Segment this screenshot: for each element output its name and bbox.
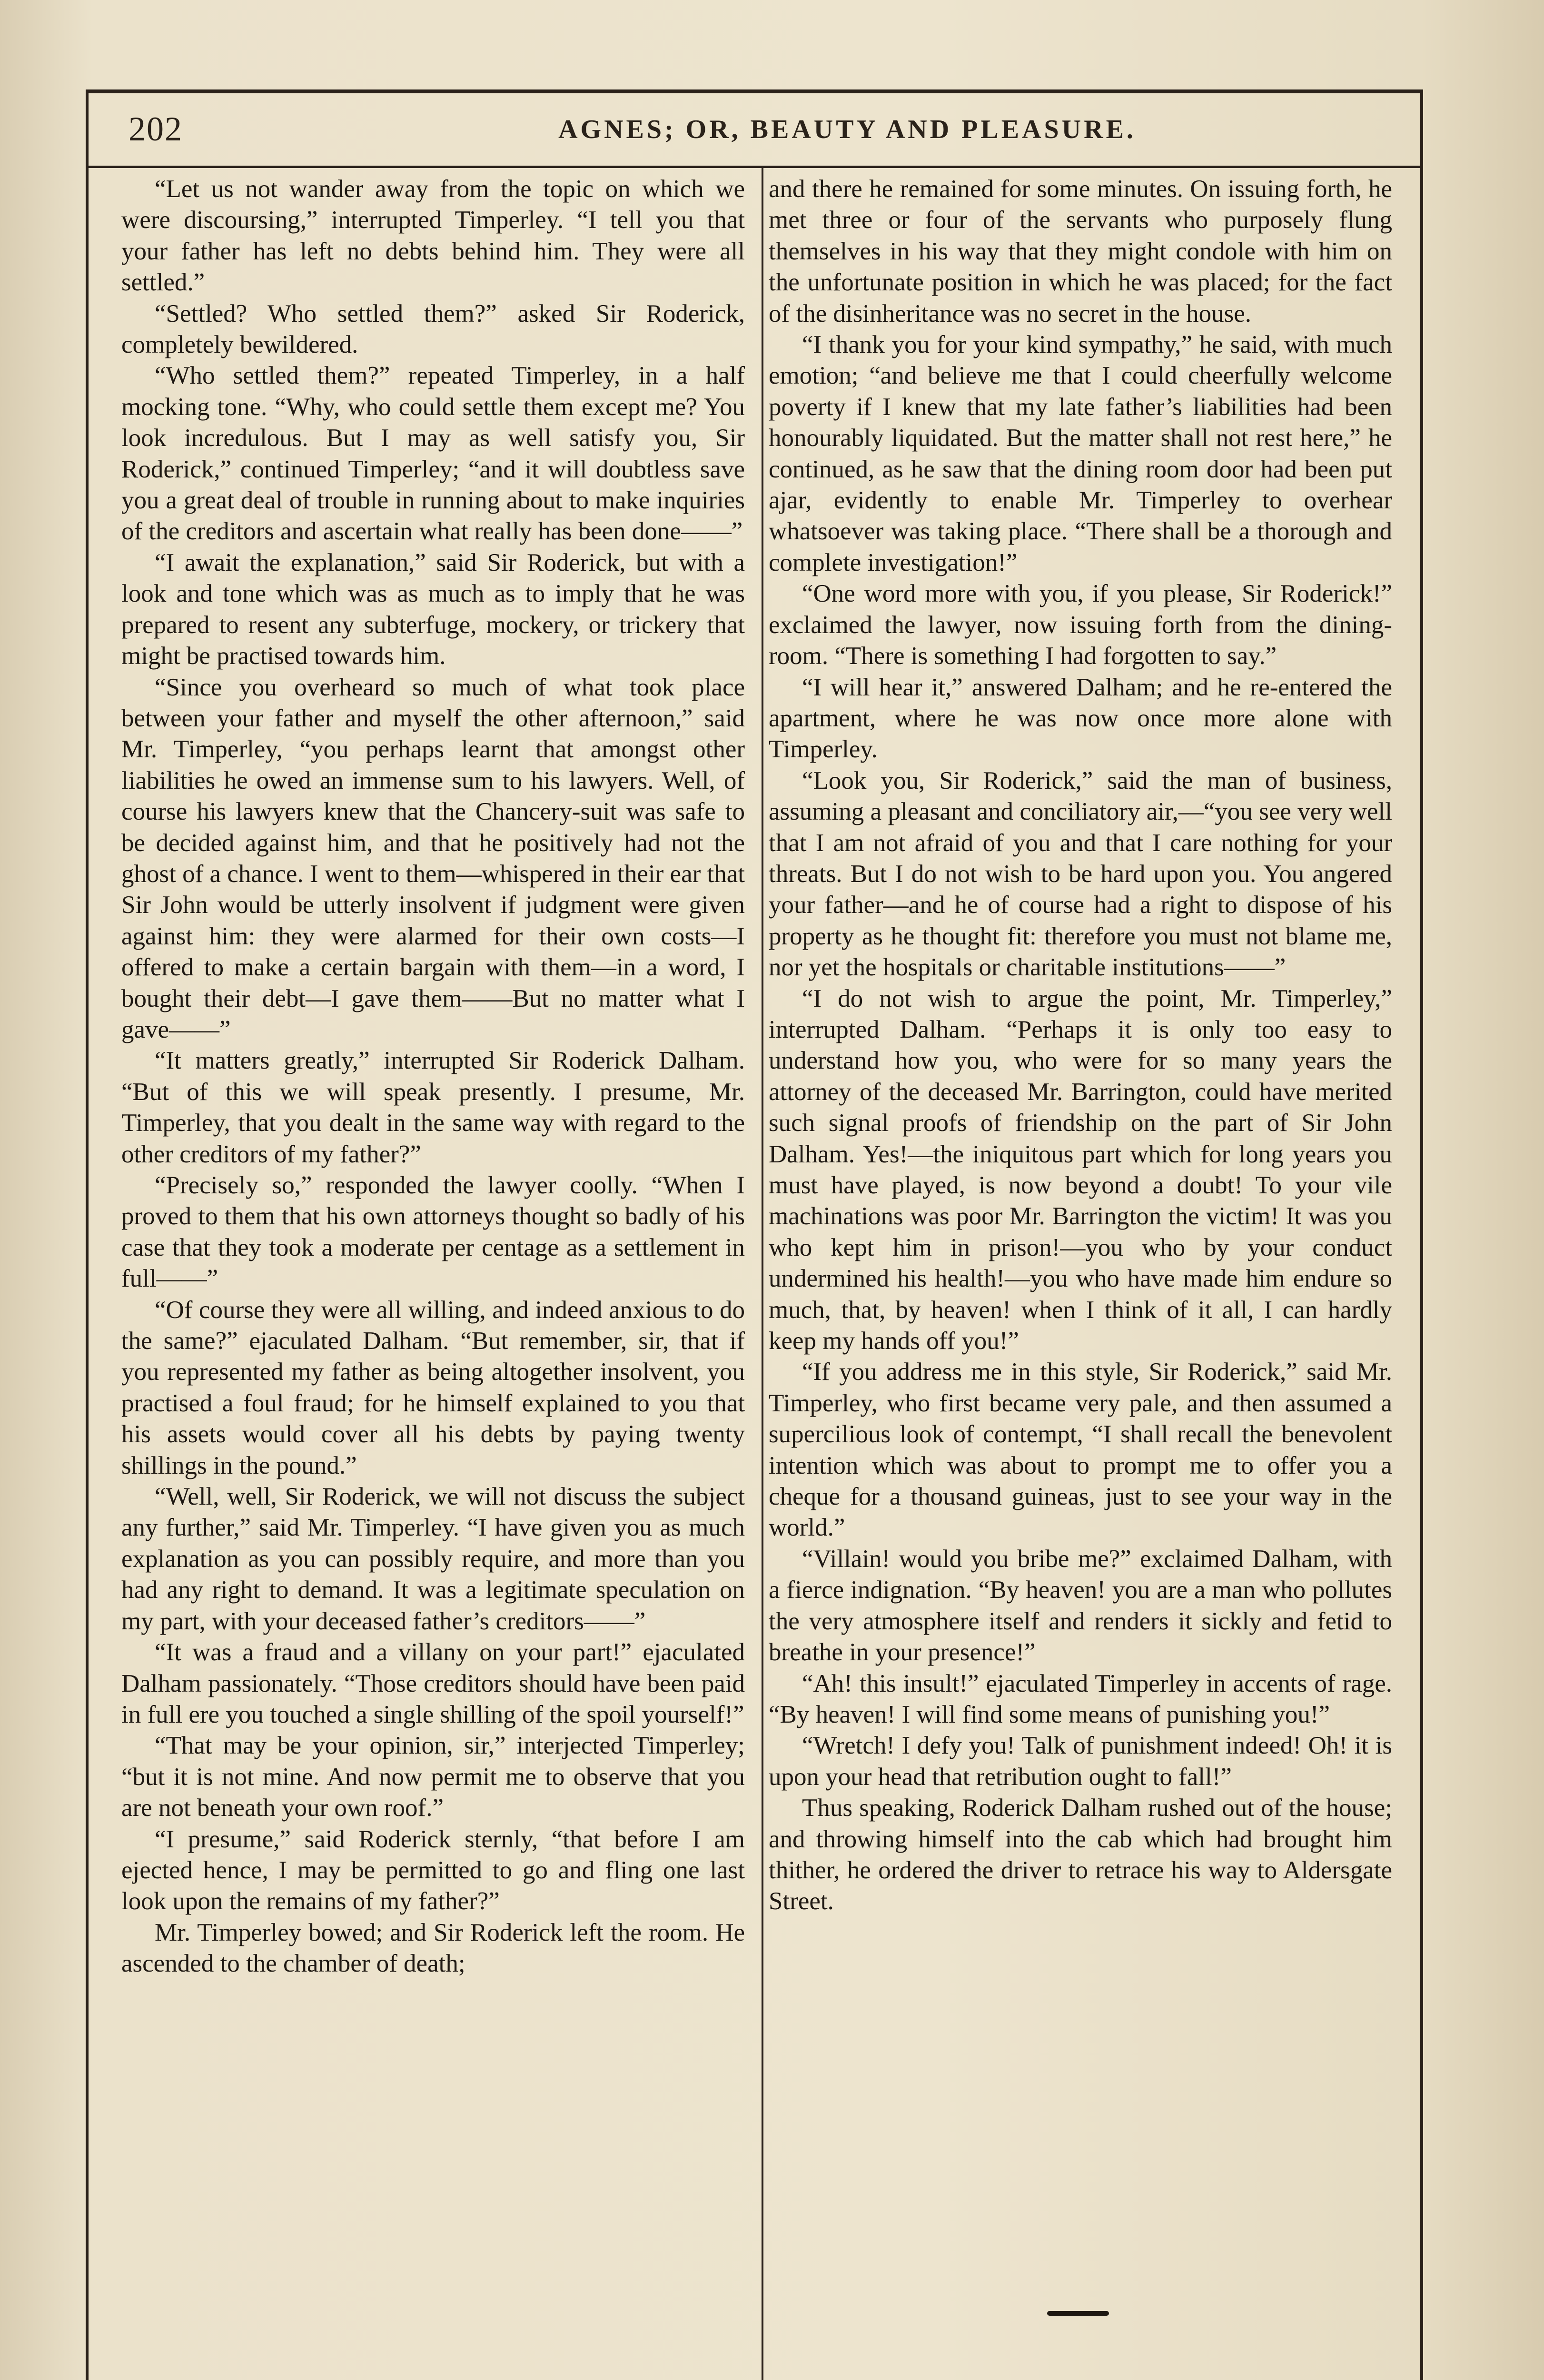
paragraph: “I do not wish to argue the point, Mr. Timperley,” interrupted Dalham. “Perhaps it is only too easy to understand how you, who were for so many years the attorney of the deceased Mr. Barrington, could have merited such signal proofs of friendship on the part of Sir John Dalham. Yes!—the iniquitous part which for long years you must have played, is now beyond a doubt! To your vile machinations was poor Mr. Barrington the victim! It was you who kept him in prison!—you who by your conduct undermined his health!—you who have made him endure so much, that, by heaven! when I think of it all, I can hardly keep my hands off you!” <box>769 984 1392 1355</box>
section-end-rule <box>1047 2311 1109 2316</box>
paragraph: “Who settled them?” repeated Timperley, in a half mocking tone. “Why, who could settle them except me? You look incredulous. But I may as well satisfy you, Sir Roderick,” continued Timperley; “and it will doubtless save you a great deal of trouble in running about to make inquiries of the creditors and ascertain what really has been done——” <box>121 362 745 545</box>
page-number: 202 <box>129 110 183 148</box>
paragraph: Mr. Timperley bowed; and Sir Roderick left the room. He ascended to the chamber of death; <box>121 1918 745 1978</box>
paragraph: “Ah! this insult!” ejaculated Timperley in accents of rage. “By heaven! I will find some means of punishing you!” <box>769 1669 1392 1728</box>
paragraph: “It matters greatly,” interrupted Sir Roderick Dalham. “But of this we will speak presently. I presume, Mr. Timperley, that you dealt in the same way with regard to the other creditors of my father?” <box>121 1047 745 1168</box>
paragraph: “I thank you for your kind sympathy,” he said, with much emotion; “and believe me that I could cheerfully welcome poverty if I knew that my late father’s liabilities had been honourably liquidated. But the matter shall not rest here,” he continued, as he saw that the dining room door had been put ajar, evidently to enable Mr. Timperley to overhear whatsoever was taking place. “There shall be a thorough and complete investigation!” <box>769 331 1392 576</box>
paragraph: Thus speaking, Roderick Dalham rushed out of the house; and throwing himself into the cab which had brought him thither, he ordered the driver to retrace his way to Aldersgate Street. <box>769 1794 1392 1915</box>
paragraph: “If you address me in this style, Sir Roderick,” said Mr. Timperley, who first became very pale, and then assumed a supercilious look of contempt, “I shall recall the benevolent intention which was about to prompt me to offer you a cheque for a thousand guineas, just to see your way in the world.” <box>769 1358 1392 1542</box>
paragraph: “I presume,” said Roderick sternly, “that before I am ejected hence, I may be permitted to go and fling one last look upon the remains of my father?” <box>121 1825 745 1915</box>
header-rule <box>86 166 1423 168</box>
paragraph: “I will hear it,” answered Dalham; and he re-entered the apartment, where he was now once more alone with Timperley. <box>769 673 1392 764</box>
paragraph: “One word more with you, if you please, Sir Roderick!” exclaimed the lawyer, now issuing forth from the dining-room. “There is something I had forgotten to say.” <box>769 580 1392 670</box>
paragraph: “Precisely so,” responded the lawyer coolly. “When I proved to them that his own attorneys thought so badly of his case that they took a moderate per centage as a settlement in full——” <box>121 1171 745 1293</box>
column-divider <box>762 168 763 2380</box>
paragraph: “Look you, Sir Roderick,” said the man of business, assuming a pleasant and conciliatory air,—“you see very well that I am not afraid of you and that I care nothing for your threats. But I do not wish to be hard upon you. You angered your father—and he of course had a right to dispose of his property as he thought fit: therefore you must not blame me, nor yet the hospitals or charitable institutions——” <box>769 766 1392 982</box>
paragraph: “It was a fraud and a villany on your part!” ejaculated Dalham passionately. “Those creditors should have been paid in full ere you touched a single shilling of the spoil yourself!” <box>121 1638 745 1728</box>
paragraph: “Let us not wander away from the topic on which we were discoursing,” interrupted Timperley. “I tell you that your father has left no debts behind him. They were all settled.” <box>121 175 745 297</box>
paragraph: “Of course they were all willing, and indeed anxious to do the same?” ejaculated Dalham. “But remember, sir, that if you represented my father as being altogether insolvent, you practised a foul fraud; for he himself explained to you that his assets would cover all his debts by paying twenty shillings in the pound.” <box>121 1296 745 1479</box>
top-border-rule <box>86 89 1423 93</box>
paragraph: “Settled? Who settled them?” asked Sir Roderick, completely bewildered. <box>121 299 745 359</box>
right-border-rule <box>1420 89 1423 2380</box>
paragraph: “Wretch! I defy you! Talk of punishment indeed! Oh! it is upon your head that retribution ought to fall!” <box>769 1732 1392 1791</box>
paragraph: “That may be your opinion, sir,” interjected Timperley; “but it is not mine. And now permit me to observe that you are not beneath your own roof.” <box>121 1732 745 1822</box>
right-column <box>769 174 1392 2380</box>
paragraph: “Since you overheard so much of what took place between your father and myself the other afternoon,” said Mr. Timperley, “you perhaps learnt that amongst other liabilities he owed an immense sum to his lawyers. Well, of course his lawyers knew that the Chancery-suit was safe to be decided against him, and that he positively had not the ghost of a chance. I went to them—whispered in their ear that Sir John would be utterly insolvent if judgment were given against him: they were alarmed for their own costs—I offered to make a certain bargain with them—in a word, I bought their debt—I gave them——But no matter what I gave——” <box>121 673 745 1043</box>
left-border-rule <box>86 89 89 2380</box>
paragraph: “Villain! would you bribe me?” exclaimed Dalham, with a fierce indignation. “By heaven! you are a man who pollutes the very atmosphere itself and renders it sickly and fetid to breathe in your presence!” <box>769 1545 1392 1666</box>
paragraph: “I await the explanation,” said Sir Roderick, but with a look and tone which was as much as to imply that he was prepared to resent any subterfuge, mockery, or trickery that might be practised towards him. <box>121 548 745 670</box>
paragraph: and there he remained for some minutes. On issuing forth, he met three or four of the servants who purposely flung themselves in his way that they might condole with him on the unfortunate position in which he was placed; for the fact of the disinheritance was no secret in the house. <box>769 175 1392 327</box>
paragraph: “Well, well, Sir Roderick, we will not discuss the subject any further,” said Mr. Timperley. “I have given you as much explanation as you can possibly require, and more than you had any right to demand. It was a legitimate speculation on my part, with your deceased father’s creditors——” <box>121 1483 745 1635</box>
left-column <box>121 174 745 2380</box>
running-title: AGNES; OR, BEAUTY AND PLEASURE. <box>558 115 1136 144</box>
